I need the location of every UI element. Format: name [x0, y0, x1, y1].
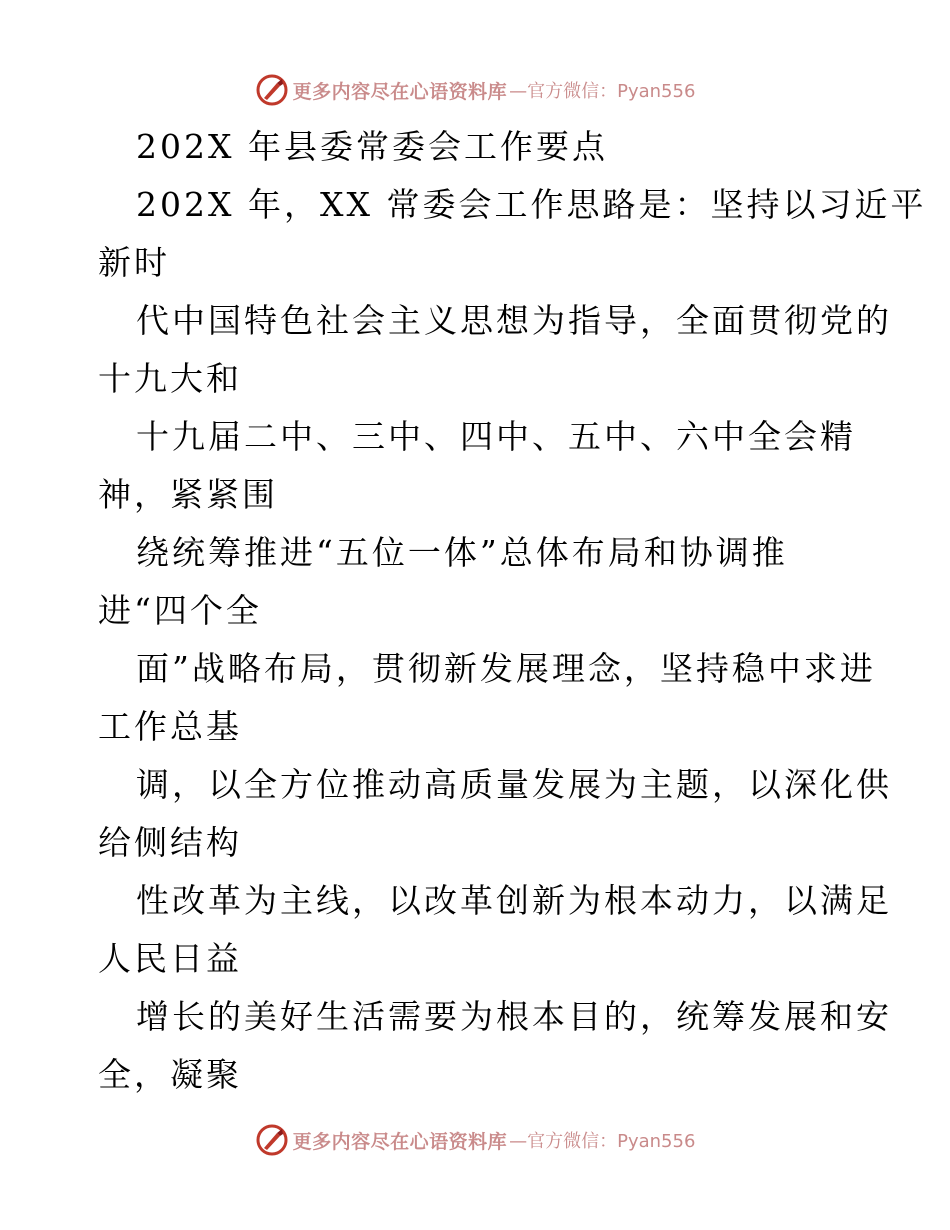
paragraph-line: 工作总基 [98, 707, 242, 746]
paragraph-line: 面”战略布局，贯彻新发展理念，坚持稳中求进 [136, 649, 876, 688]
banner-main-text: 更多内容尽在心语资料库 [292, 80, 508, 103]
paragraph-line: 神，紧紧围 [98, 475, 278, 514]
document-title: 202X 年县委常委会工作要点 [136, 127, 608, 166]
paragraph-line: 新时 [98, 243, 170, 282]
paragraph-line: 进“四个全 [98, 591, 262, 630]
paragraph-line: 调，以全方位推动高质量发展为主题，以深化供 [136, 765, 892, 804]
paragraph-line: 绕统筹推进“五位一体”总体布局和协调推 [136, 533, 788, 572]
paragraph-line: 给侧结构 [98, 823, 242, 862]
pen-logo-icon [255, 1123, 289, 1157]
paragraph-line: 代中国特色社会主义思想为指导，全面贯彻党的 [136, 301, 892, 340]
footer-banner [0, 1120, 950, 1160]
paragraph-line: 202X 年，XX 常委会工作思路是：坚持以习近平 [136, 185, 927, 224]
paragraph-line: 十九大和 [98, 359, 242, 398]
banner-wechat-text: —官方微信：Pyan556 [509, 1131, 696, 1152]
pen-logo-icon [255, 73, 289, 107]
banner-main-text: 更多内容尽在心语资料库 [292, 1130, 508, 1153]
banner-wechat-text: —官方微信：Pyan556 [509, 81, 696, 102]
header-banner [0, 70, 950, 110]
document-body [98, 118, 927, 1104]
paragraph-line: 性改革为主线，以改革创新为根本动力，以满足 [136, 881, 892, 920]
paragraph-line: 增长的美好生活需要为根本目的，统筹发展和安 [136, 997, 892, 1036]
paragraph-line: 十九届二中、三中、四中、五中、六中全会精 [136, 417, 856, 456]
paragraph-line: 全，凝聚 [98, 1055, 242, 1094]
paragraph-line: 人民日益 [98, 939, 242, 978]
